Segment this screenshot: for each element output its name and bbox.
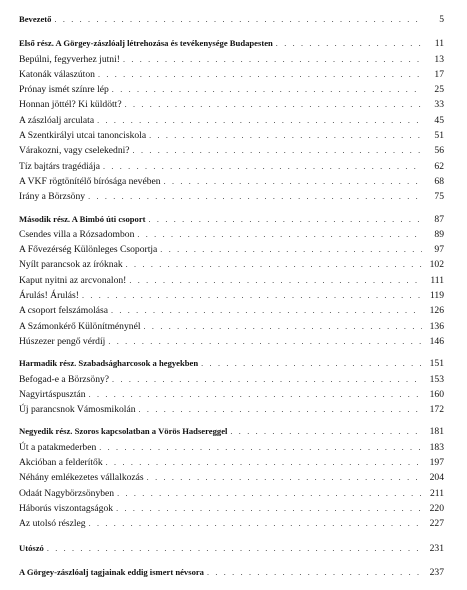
toc-entry-page: 5 [439, 14, 444, 25]
toc-part-heading [19, 36, 444, 51]
toc-entry-page: 33 [434, 99, 444, 111]
toc-entry-title: Tíz bajtárs tragédiája [19, 160, 100, 172]
toc-entry-page: 204 [429, 472, 444, 484]
toc-entry-title: A zászlóalj arculata [19, 114, 95, 126]
dot-leader [129, 273, 422, 288]
toc-entry-page: 17 [434, 68, 444, 80]
table-of-contents [19, 12, 444, 580]
dot-leader [230, 424, 422, 439]
dot-leader [137, 227, 422, 242]
toc-entry-title: Katonák válaszúton [19, 68, 95, 80]
toc-entry [19, 273, 444, 288]
toc-entry-title: Odaát Nagybörzsönyben [19, 487, 115, 499]
toc-entry [19, 387, 444, 402]
dot-leader [116, 501, 422, 516]
toc-entry-page: 231 [429, 542, 444, 554]
toc-entry [19, 113, 444, 128]
toc-entry-title: Akcióban a felderítők [19, 457, 103, 469]
toc-entry-page: 102 [429, 259, 444, 271]
toc-entry-title: A Szentkirályi utcai tanonciskola [19, 130, 147, 142]
toc-entry-title: Negyedik rész. Szoros kapcsolatban a Vörös Hadsereggel [19, 426, 228, 437]
toc-entry-title: Nyílt parancsok az íróknak [19, 259, 123, 271]
toc-part-heading [19, 212, 444, 227]
toc-entry-page: 25 [434, 84, 444, 96]
toc-entry [19, 334, 444, 349]
dot-leader [207, 565, 422, 580]
toc-entry-title: Harmadik rész. Szabadságharcosok a hegyekben [19, 358, 199, 369]
toc-entry [19, 288, 444, 303]
toc-entry [19, 257, 444, 272]
toc-entry-title: Prónay ismét színre lép [19, 84, 109, 96]
toc-entry-outro [19, 541, 444, 556]
toc-entry-title: Háborús viszontagságok [19, 502, 114, 514]
toc-entry [19, 242, 444, 257]
toc-entry [19, 128, 444, 143]
toc-entry [19, 372, 444, 387]
toc-entry-page: 160 [429, 388, 444, 400]
dot-leader [139, 402, 422, 417]
toc-entry-title: Bepúlni, fegyverhez jutni! [19, 53, 120, 65]
toc-entry [19, 440, 444, 455]
toc-entry-title: Bevezető [19, 14, 52, 24]
toc-entry-page: 227 [429, 518, 444, 530]
toc-entry [19, 82, 444, 97]
toc-entry-title: A Fővezérség Különleges Csoportja [19, 244, 158, 256]
toc-entry-title: Várakozni, vagy cselekedni? [19, 145, 130, 157]
dot-leader [47, 541, 422, 556]
dot-leader [276, 36, 422, 51]
toc-entry-page: 126 [429, 305, 444, 317]
toc-entry [19, 516, 444, 531]
toc-entry-title: Út a patakmederben [19, 441, 97, 453]
toc-entry-title: Első rész. A Görgey-zászlóalj létrehozása és tevékenysége Budapesten [19, 38, 273, 49]
dot-leader [97, 113, 422, 128]
toc-part-heading [19, 424, 444, 439]
toc-entry-title: A csoport felszámolása [19, 305, 108, 317]
toc-entry [19, 486, 444, 501]
toc-entry [19, 501, 444, 516]
toc-entry-title: A Számonkérő Különítménynél [19, 320, 141, 332]
toc-entry-title: A Görgey-zászlóalj tagjainak eddig ismert névsora [19, 566, 204, 577]
toc-entry-page: 111 [430, 274, 444, 286]
toc-entry-page: 51 [434, 130, 444, 142]
dot-leader [89, 387, 422, 402]
dot-leader [164, 174, 422, 189]
toc-entry-title: Csendes villa a Rózsadombon [19, 228, 135, 240]
toc-entry [19, 455, 444, 470]
toc-entry [19, 319, 444, 334]
dot-leader [82, 288, 422, 303]
toc-entry-page: 211 [429, 487, 444, 499]
toc-entry-page: 13 [434, 53, 444, 65]
toc-entry-page: 151 [429, 358, 444, 370]
toc-entry-title: Az utolsó részleg [19, 518, 86, 530]
dot-leader [125, 97, 422, 112]
dot-leader [201, 356, 422, 371]
dot-leader [133, 143, 422, 158]
dot-leader [54, 12, 422, 27]
toc-entry-page: 181 [429, 426, 444, 438]
toc-entry-title: Befogad-e a Börzsöny? [19, 373, 110, 385]
toc-entry-title: Húszezer pengő vérdíj [19, 335, 106, 347]
toc-entry-page: 68 [434, 175, 444, 187]
dot-leader [89, 516, 422, 531]
toc-entry-title: Honnan jöttél? Ki küldött? [19, 99, 122, 111]
toc-part-heading [19, 356, 444, 371]
toc-entry-title: Utószó [19, 542, 44, 553]
toc-entry-page: 220 [429, 502, 444, 514]
toc-entry-page: 75 [434, 191, 444, 203]
toc-entry [19, 97, 444, 112]
toc-entry-page: 237 [429, 566, 444, 578]
toc-entry-page: 11 [434, 38, 444, 50]
toc-entry-title: Árulás! Árulás! [19, 290, 79, 302]
dot-leader [149, 212, 422, 227]
toc-entry [19, 67, 444, 82]
toc-entry-page: 89 [434, 228, 444, 240]
dot-leader [147, 470, 422, 485]
dot-leader [106, 455, 422, 470]
dot-leader [88, 189, 422, 204]
toc-entry-page: 119 [429, 290, 444, 302]
toc-entry-page: 146 [429, 335, 444, 347]
toc-entry-page: 87 [434, 213, 444, 225]
toc-entry [19, 470, 444, 485]
dot-leader [149, 128, 422, 143]
dot-leader [112, 82, 422, 97]
dot-leader [111, 303, 422, 318]
toc-entry-page: 56 [434, 145, 444, 157]
toc-entry-page: 97 [434, 244, 444, 256]
toc-entry-page: 153 [429, 373, 444, 385]
dot-leader [103, 159, 422, 174]
dot-leader [108, 334, 422, 349]
toc-entry-page: 172 [429, 404, 444, 416]
toc-entry-page: 183 [429, 441, 444, 453]
toc-entry-title: Irány a Börzsöny [19, 191, 86, 203]
toc-entry-title: Új parancsnok Vámosmikolán [19, 404, 136, 416]
toc-entry-intro [19, 12, 444, 27]
dot-leader [98, 67, 422, 82]
toc-entry [19, 159, 444, 174]
toc-entry-title: Második rész. A Bimbó úti csoport [19, 213, 146, 224]
toc-entry [19, 303, 444, 318]
toc-entry-page: 62 [434, 160, 444, 172]
dot-leader [112, 372, 422, 387]
toc-entry-page: 45 [434, 114, 444, 126]
dot-leader [126, 257, 422, 272]
toc-entry [19, 174, 444, 189]
dot-leader [123, 52, 422, 67]
dot-leader [144, 319, 422, 334]
toc-entry-title: Nagyirtáspusztán [19, 388, 86, 400]
toc-entry-appendix [19, 565, 444, 580]
toc-entry [19, 402, 444, 417]
toc-entry-title: Kaput nyitni az arcvonalon! [19, 274, 127, 286]
dot-leader [160, 242, 422, 257]
toc-entry-page: 136 [429, 320, 444, 332]
toc-entry [19, 52, 444, 67]
toc-entry-title: A VKF rögtönítélő bírósága nevében [19, 175, 161, 187]
dot-leader [99, 440, 422, 455]
toc-entry [19, 143, 444, 158]
toc-entry [19, 189, 444, 204]
dot-leader [117, 486, 422, 501]
toc-entry [19, 227, 444, 242]
toc-entry-page: 197 [429, 457, 444, 469]
toc-entry-title: Néhány emlékezetes vállalkozás [19, 472, 144, 484]
